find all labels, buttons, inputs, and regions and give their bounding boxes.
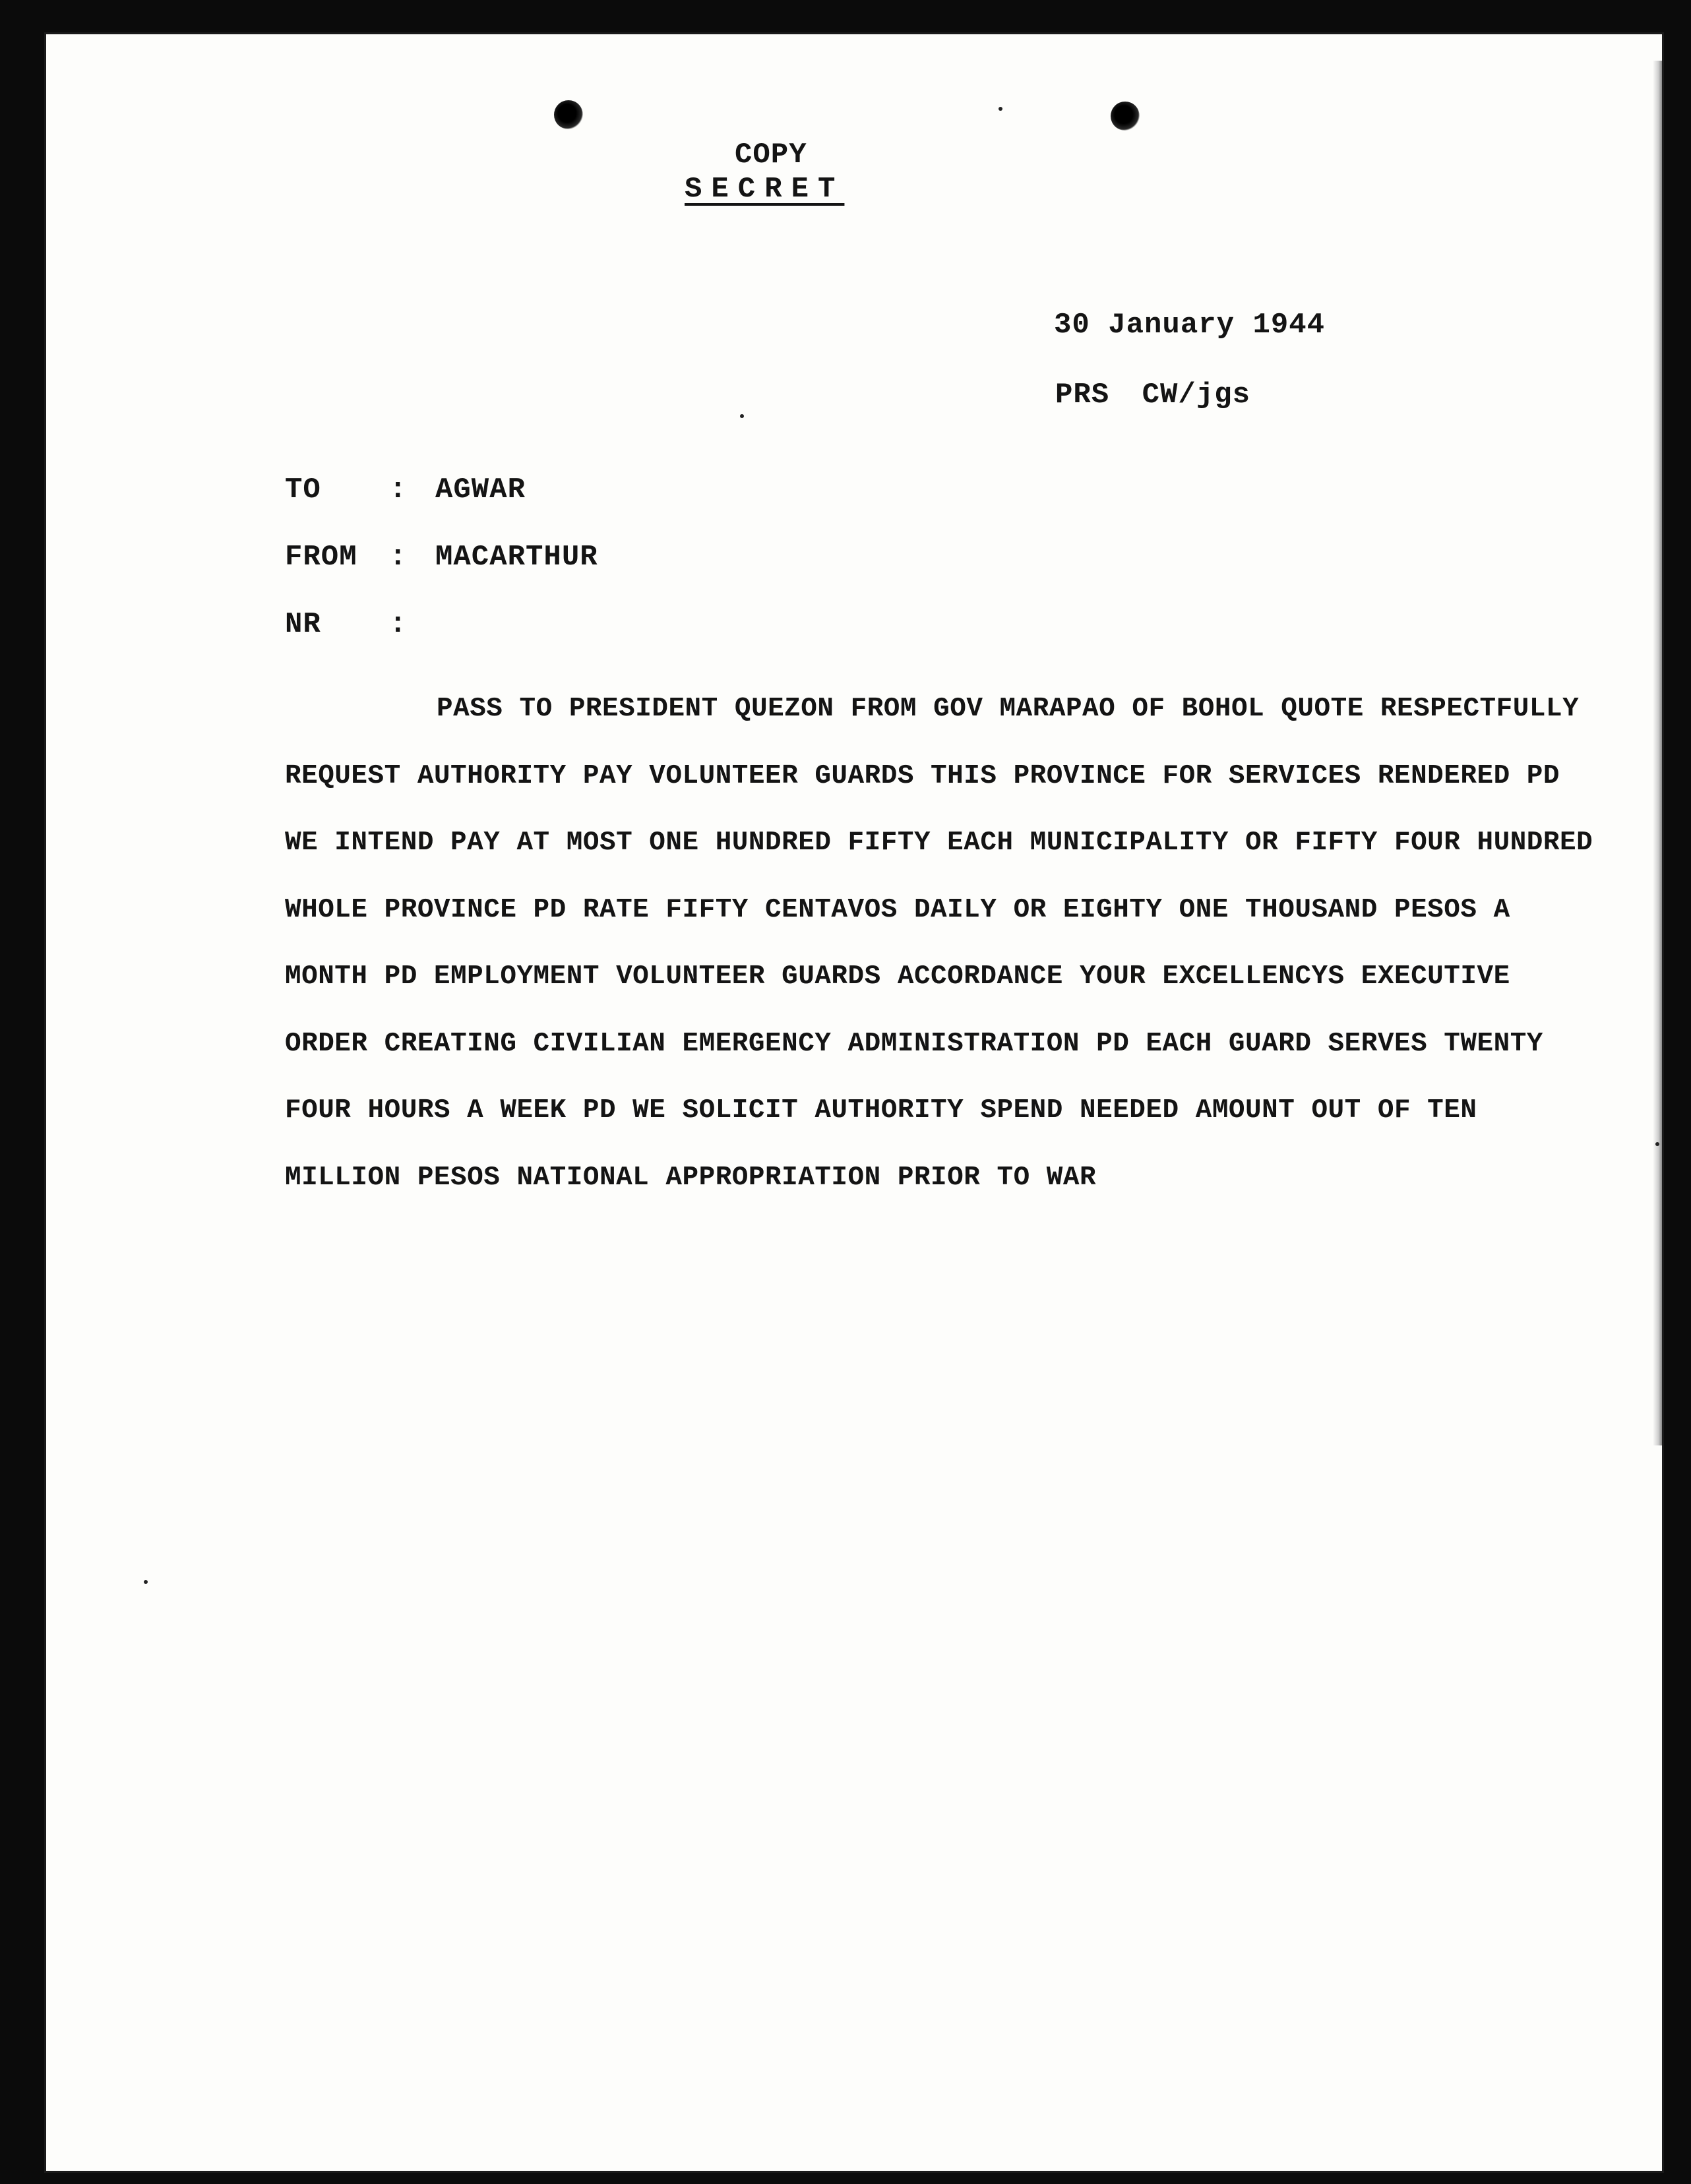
body-line: REQUEST AUTHORITY PAY VOLUNTEER GUARDS THIS PROVINCE FOR SERVICES RENDERED PD [285,760,1560,791]
message-date: 30 January 1944 [1054,309,1326,342]
speck [144,1580,148,1584]
nr-separator: : [389,608,408,641]
body-line: ORDER CREATING CIVILIAN EMERGENCY ADMINISTRATION PD EACH GUARD SERVES TWENTY [285,1028,1543,1059]
body-line: WE INTEND PAY AT MOST ONE HUNDRED FIFTY EACH MUNICIPALITY OR FIFTY FOUR HUNDRED [285,828,1593,858]
to-label: TO [285,473,321,506]
speck [740,414,744,418]
speck [999,107,1002,111]
to-value: AGWAR [435,473,526,506]
body-line: MILLION PESOS NATIONAL APPROPRIATION PRIOR TO WAR [285,1162,1097,1193]
to-separator: : [389,473,408,506]
reference-initials: PRS CW/jgs [1055,379,1251,411]
copy-label: COPY [735,138,807,171]
from-value: MACARTHUR [435,541,598,574]
page-edge [1653,61,1662,1445]
punch-hole-right [1111,102,1140,131]
body-line: PASS TO PRESIDENT QUEZON FROM GOV MARAPAO OF BOHOL QUOTE RESPECTFULLY [437,694,1580,724]
classification-label: SECRET [685,173,845,206]
message-body [285,694,1630,1229]
speck [1655,1142,1659,1146]
nr-label: NR [285,608,321,641]
body-line: FOUR HOURS A WEEK PD WE SOLICIT AUTHORITY SPEND NEEDED AMOUNT OUT OF TEN [285,1095,1477,1126]
document-page [46,34,1662,2171]
body-line: MONTH PD EMPLOYMENT VOLUNTEER GUARDS ACCORDANCE YOUR EXCELLENCYS EXECUTIVE [285,961,1510,992]
from-label: FROM [285,541,357,574]
body-line: WHOLE PROVINCE PD RATE FIFTY CENTAVOS DAILY OR EIGHTY ONE THOUSAND PESOS A [285,894,1510,925]
from-separator: : [389,541,408,574]
punch-hole-left [554,100,583,129]
